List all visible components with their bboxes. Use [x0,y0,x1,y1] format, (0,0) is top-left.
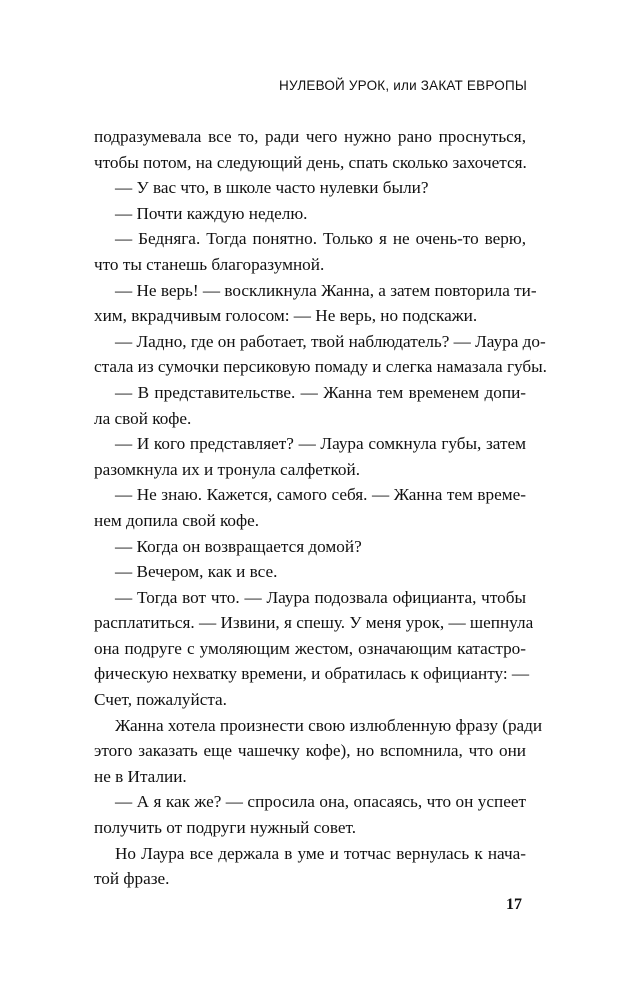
text-line: нем допила свой кофе. [94,510,260,530]
text-line: — В представительстве. — Жанна тем временем допи- [115,382,526,402]
text-line: — Вечером, как и все. [115,562,278,582]
text-line: — Почти каждую неделю. [115,203,308,223]
text-line: — У вас что, в школе часто нулевки были? [115,178,429,198]
text-line: стала из сумочки персиковую помаду и слегка намазала губы. [94,357,547,377]
text-line: получить от подруги нужный совет. [94,818,357,838]
text-line: расплатиться. — Извини, я спешу. У меня урок, — шепнула [94,613,534,633]
running-head: НУЛЕВОЙ УРОК, или ЗАКАТ ЕВРОПЫ [279,78,527,93]
body-text [94,124,547,892]
text-line: — Не верь! — воскликнула Жанна, а затем повторила ти- [115,280,537,300]
text-line: — Бедняга. Тогда понятно. Только я не очень-то верю, [115,229,526,249]
page-number: 17 [506,896,522,913]
text-line: этого заказать еще чашечку кофе), но вспомнила, что они [94,741,526,761]
text-line: чтобы потом, на следующий день, спать сколько захочется. [94,152,527,172]
text-line: — Ладно, где он работает, твой наблюдатель? — Лаура до- [115,331,546,351]
text-line: Счет, пожалуйста. [94,690,227,710]
text-line: ла свой кофе. [94,408,192,428]
text-line: не в Италии. [94,766,187,786]
text-line: — И кого представляет? — Лаура сомкнула губы, затем [115,434,526,454]
text-line: той фразе. [94,869,170,889]
text-line: подразумевала все то, ради чего нужно рано проснуться, [94,127,526,146]
text-line: Жанна хотела произнести свою излюбленную фразу (ради [115,715,543,735]
text-line: — Когда он возвращается домой? [115,536,362,556]
text-line: — А я как же? — спросила она, опасаясь, что он успеет [115,792,526,812]
text-line: хим, вкрадчивым голосом: — Не верь, но подскажи. [94,306,478,326]
text-line: фическую нехватку времени, и обратилась к официанту: — [94,664,530,684]
text-line: что ты станешь благоразумной. [94,254,325,274]
text-line: — Не знаю. Кажется, самого себя. — Жанна тем време- [115,485,526,505]
text-line: Но Лаура все держала в уме и тотчас вернулась к нача- [115,843,526,863]
text-line: разомкнула их и тронула салфеткой. [94,459,361,479]
text-line: она подруге с умоляющим жестом, означающим катастро- [94,638,526,658]
text-line: — Тогда вот что. — Лаура подозвала официанта, чтобы [115,587,526,607]
